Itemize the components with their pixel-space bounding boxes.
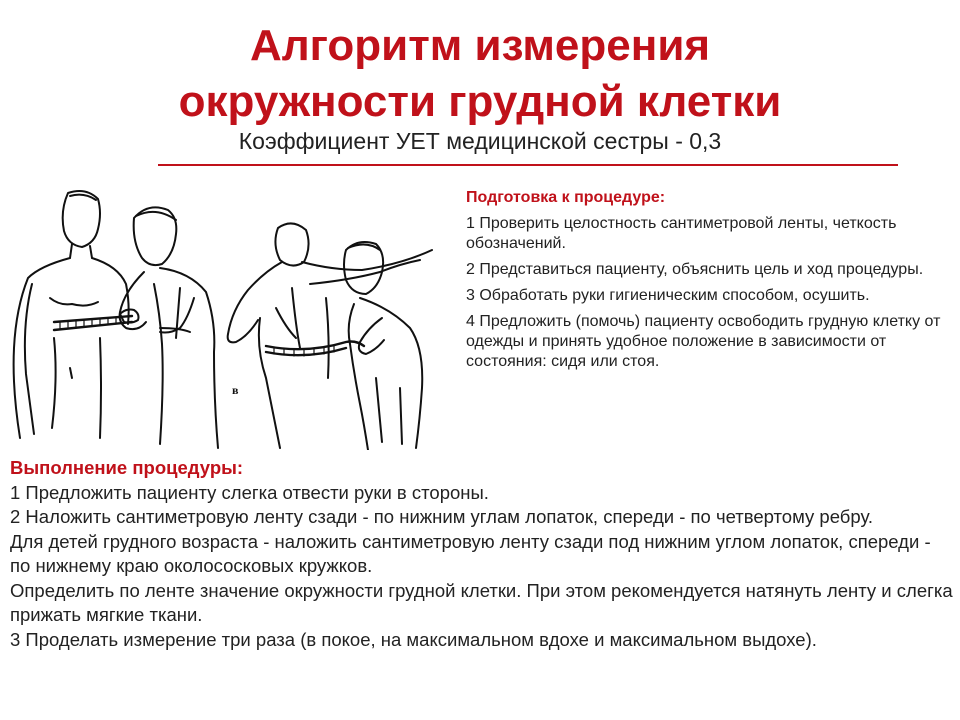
subtitle: Коэффициент УЕТ медицинской сестры - 0,3	[238, 128, 722, 154]
measurement-illustration	[10, 188, 442, 450]
execution-reading-note: Определить по ленте значение окружности грудной клетки. При этом рекомендуется натянуть ленту и слегка прижать мягкие ткани.	[10, 579, 953, 625]
execution-section	[10, 456, 955, 652]
back-view-figure	[228, 223, 432, 450]
preparation-step-1: 1 Проверить целостность сантиметровой ленты, четкость обозначений.	[466, 215, 897, 252]
title-line-2: окружности грудной клетки	[178, 77, 782, 126]
execution-step-3: 3 Проделать измерение три раза (в покое, на максимальном вдохе и максимальном выдохе).	[10, 628, 817, 650]
execution-heading: Выполнение процедуры:	[10, 457, 244, 478]
execution-step-1: 1 Предложить пациенту слегка отвести руки в стороны.	[10, 481, 489, 503]
preparation-step-3: 3 Обработать руки гигиеническим способом, осушить.	[466, 287, 870, 304]
front-view-figure	[14, 191, 218, 448]
execution-step-2: 2 Наложить сантиметровую ленту сзади - по нижним углам лопаток, спереди - по четвертому ребру.	[10, 506, 873, 527]
slide-title	[0, 18, 960, 130]
preparation-step-4: 4 Предложить (помочь) пациенту освободить грудную клетку от одежды и принять удобное положение в зависимости от состояния: сидя или стоя.	[466, 313, 941, 370]
title-line-1: Алгоритм измерения	[249, 21, 711, 70]
illustration-label: в	[232, 383, 239, 397]
title-divider	[158, 164, 898, 166]
execution-infant-note: Для детей грудного возраста - наложить сантиметровую ленту сзади под нижним углом лопаток, спереди - по нижнему краю околососковых кружков.	[10, 530, 931, 576]
preparation-heading: Подготовка к процедуре:	[466, 189, 666, 206]
preparation-step-2: 2 Представиться пациенту, объяснить цель и ход процедуры.	[466, 261, 924, 278]
preparation-section	[466, 188, 954, 378]
